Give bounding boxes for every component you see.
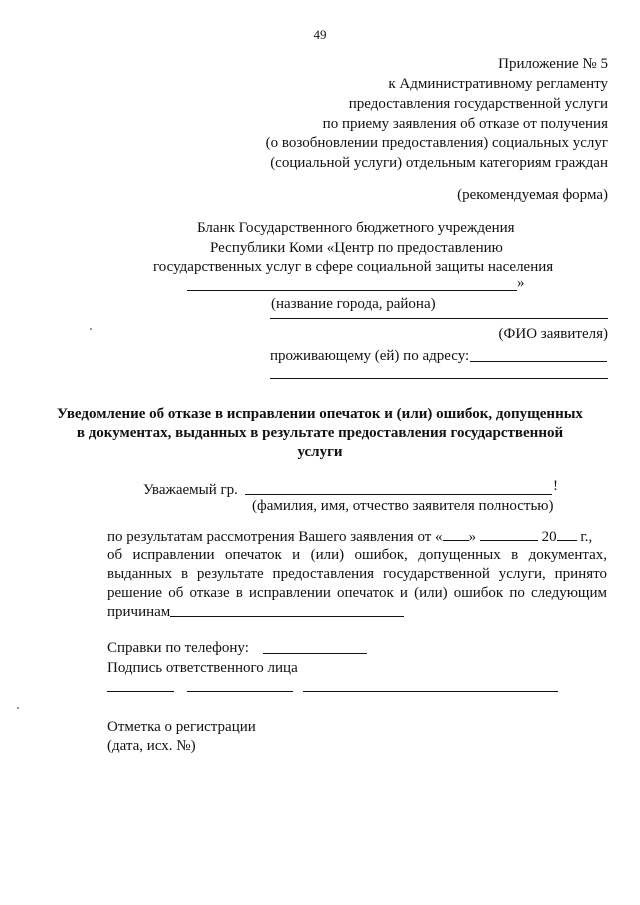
- city-caption: (название города, района): [271, 296, 436, 312]
- appendix-line: по приему заявления об отказе от получения: [322, 116, 608, 132]
- notice-title: Уведомление об отказе в исправлении опечаток и (или) ошибок, допущенных: [57, 406, 583, 422]
- letterhead-line: Республики Коми «Центр по предоставлению: [210, 240, 503, 256]
- address-label: проживающему (ей) по адресу:: [270, 348, 470, 364]
- signature-blank-sign: [187, 691, 293, 692]
- page-number: 49: [313, 27, 327, 42]
- phone-blank-line: [263, 653, 367, 654]
- fio-caption: (ФИО заявителя): [498, 326, 608, 342]
- signature-blank-name: [303, 691, 558, 692]
- body-text: г.,: [580, 529, 593, 545]
- greeting-blank-line: [245, 494, 552, 495]
- greeting-caption: (фамилия, имя, отчество заявителя полностью): [252, 498, 554, 514]
- appendix-title: Приложение № 5: [498, 56, 608, 72]
- signature-label: Подпись ответственного лица: [107, 660, 298, 676]
- appendix-line: (социальной услуги) отдельным категориям граждан: [270, 155, 608, 171]
- appendix-line: предоставления государственной услуги: [348, 96, 608, 112]
- appendix-line: к Административному регламенту: [388, 76, 608, 92]
- greeting-text: Уважаемый гр.: [143, 482, 238, 498]
- body-line: [107, 528, 592, 546]
- greeting-exclamation: !: [553, 478, 558, 494]
- date-year-blank: [557, 528, 577, 541]
- body-text: по результатам рассмотрения Вашего заявления от «: [107, 529, 443, 545]
- body-text: 20: [541, 529, 557, 545]
- phone-label: Справки по телефону:: [107, 640, 249, 656]
- body-line: об исправлении опечаток и (или) ошибок, допущенных в документах,: [107, 547, 607, 563]
- notice-title: услуги: [297, 444, 343, 460]
- letterhead-line: Бланк Государственного бюджетного учреждения: [197, 220, 515, 236]
- fio-blank-line: [270, 318, 608, 319]
- organization-blank-line: [187, 290, 517, 291]
- date-month-blank: [480, 528, 538, 541]
- address-blank-line-2: [270, 378, 608, 379]
- body-line: причинам: [107, 604, 171, 620]
- form-note: (рекомендуемая форма): [457, 187, 608, 203]
- letterhead-line: государственных услуг в сфере социальной защиты населения: [153, 259, 554, 275]
- scan-speck: [17, 707, 19, 709]
- date-day-blank: [443, 528, 469, 541]
- scan-speck: [90, 328, 92, 330]
- body-line: решение об отказе в исправлении опечаток и (или) ошибок по следующим: [107, 585, 607, 601]
- closing-quote: »: [517, 275, 525, 291]
- registration-label: Отметка о регистрации: [107, 719, 256, 735]
- registration-details: (дата, исх. №): [107, 738, 196, 754]
- signature-blank-position: [107, 691, 174, 692]
- appendix-line: (о возобновлении предоставления) социальных услуг: [265, 135, 608, 151]
- notice-title: в документах, выданных в результате предоставления государственной: [76, 425, 564, 441]
- body-line: выданных в результате предоставления государственной услуги, принято: [107, 566, 607, 582]
- reasons-blank-line: [170, 616, 404, 617]
- body-text: »: [468, 529, 477, 545]
- address-blank-line: [470, 361, 607, 362]
